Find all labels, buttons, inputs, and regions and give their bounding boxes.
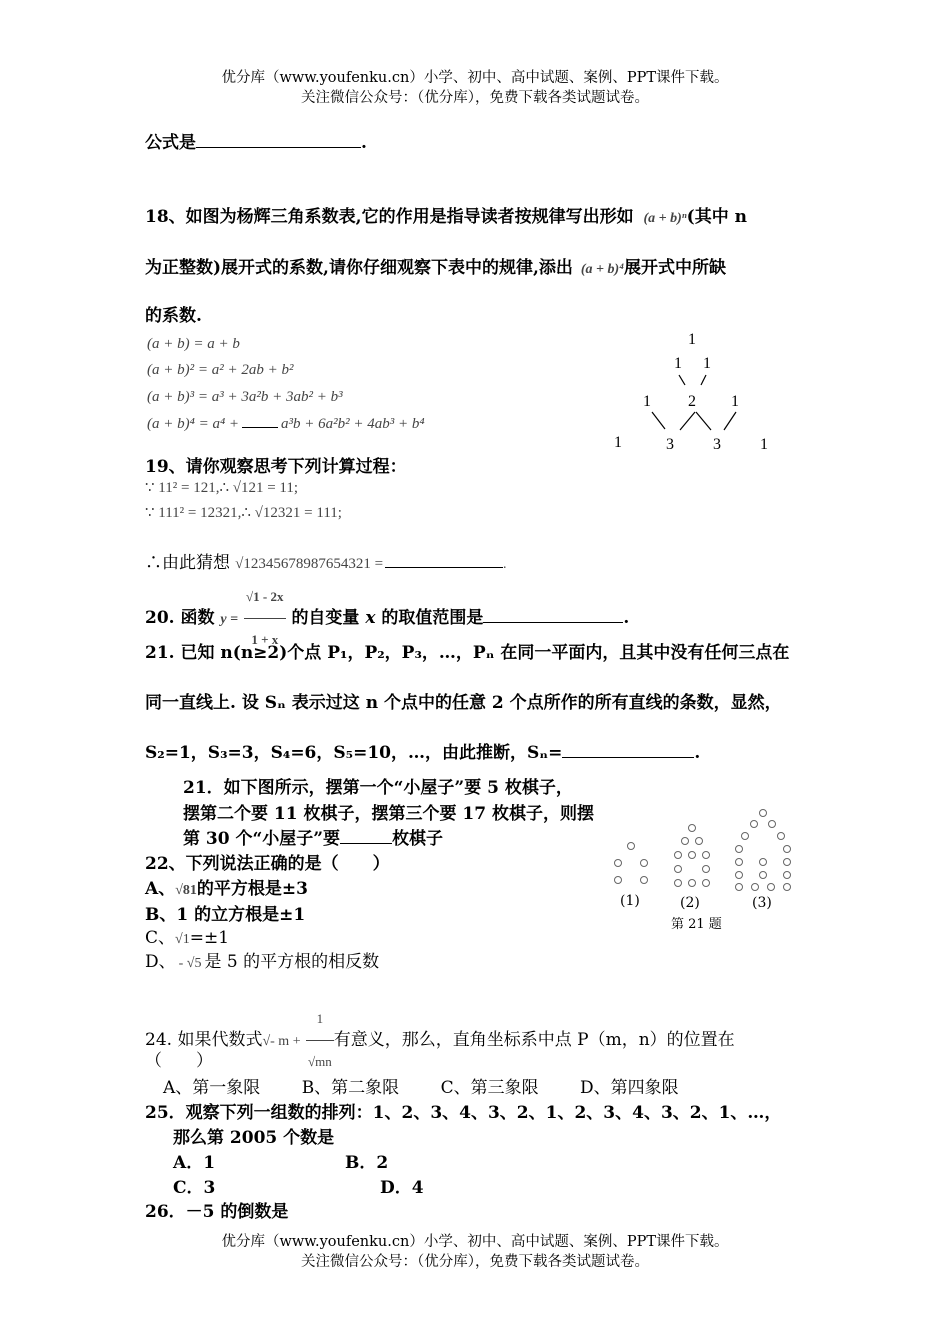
- q20-denominator: 1 + x: [251, 632, 279, 647]
- q25-option-b[interactable]: B．2: [345, 1153, 389, 1173]
- q19-blank: [385, 566, 503, 568]
- q25-option-d[interactable]: D．4: [380, 1178, 424, 1198]
- q22-c-math: √1: [175, 932, 190, 947]
- q25-line-2: 那么第 2005 个数是: [173, 1128, 335, 1148]
- q18-line-1: [145, 202, 747, 227]
- tri-r2-1: 1: [703, 355, 711, 372]
- q20-numerator: √1 - 2x: [244, 576, 285, 619]
- q22-option-d: [145, 947, 379, 972]
- q20-label: 20. 函数: [145, 608, 215, 628]
- q18-text-1b: (其中 n: [686, 207, 747, 227]
- house-3-dot: [767, 883, 775, 891]
- house-2-dot: [688, 879, 696, 887]
- q21b-text-b: 枚棋子: [392, 829, 444, 849]
- tri-r2-0: 1: [674, 355, 682, 372]
- house-1-dot: [640, 876, 648, 884]
- tri-r4-1: 3: [666, 436, 674, 453]
- house-2-dot: [674, 851, 682, 859]
- footer-line-1: 优分库（www.youfenku.cn）小学、初中、高中试题、案例、PPT课件下载。: [221, 1234, 729, 1250]
- q17-end: .: [361, 133, 367, 153]
- q18-eq-3: (a + b)³ = a³ + 3a²b + 3ab² + b³: [147, 389, 343, 405]
- q22-d-text: 是 5 的平方根的相反数: [204, 952, 380, 972]
- q25-option-c[interactable]: C．3: [173, 1178, 216, 1198]
- q18-eq-4: [147, 416, 425, 433]
- q21a-line-2: 同一直线上. 设 Sₙ 表示过这 n 个点中的任意 2 个点所作的所有直线的条数，显然，: [145, 693, 782, 713]
- house-3-dot: [783, 871, 791, 879]
- house-label-1: (1): [620, 893, 640, 909]
- q19-guess-label: ∴由此猜想: [145, 553, 230, 573]
- q18-text-1a: 18、如图为杨辉三角系数表,它的作用是指导读者按规律写出形如: [145, 207, 634, 227]
- q17-label: 公式是: [145, 133, 196, 153]
- tri-r3-2: 1: [731, 393, 739, 410]
- house-2-dot: [688, 851, 696, 859]
- house-3-dot: [783, 883, 791, 891]
- q18-eq-4a: (a + b)⁴ = a⁴ +: [147, 416, 240, 432]
- q20-blank: [483, 621, 623, 623]
- house-caption: 第 21 题: [671, 917, 722, 932]
- q22-option-a: [145, 874, 308, 899]
- house-1-dot: [614, 859, 622, 867]
- tri-r4-2: 3: [713, 436, 721, 453]
- q19-line-1: ∵ 11² = 121,∴ √121 = 11;: [145, 480, 299, 496]
- q18-eq-4b: a³b + 6a²b² + 4ab³ + b⁴: [281, 416, 425, 432]
- tri-r3-0: 1: [643, 393, 651, 410]
- q22-d-math: - √5: [178, 956, 202, 971]
- q19-guess-expr: √12345678987654321 =: [235, 556, 384, 572]
- tri-r4-3: 1: [760, 436, 768, 453]
- house-3-dot: [783, 845, 791, 853]
- house-1-dot: [614, 876, 622, 884]
- house-3-dot: [750, 820, 758, 828]
- tri-r1-0: 1: [688, 331, 696, 348]
- house-3-dot: [783, 858, 791, 866]
- q21a-line-3: [145, 738, 700, 763]
- q24-option-b[interactable]: B、第二象限: [301, 1078, 400, 1098]
- house-label-3: (3): [752, 895, 772, 911]
- q24-option-d[interactable]: D、第四象限: [580, 1078, 679, 1098]
- q24-label: 24. 如果代数式: [145, 1030, 263, 1050]
- house-3-dot: [735, 871, 743, 879]
- q21a-end: .: [694, 743, 701, 763]
- house-2-dot: [702, 865, 710, 873]
- house-2-dot: [674, 879, 682, 887]
- house-2-dot: [702, 879, 710, 887]
- q24-denominator: √mn: [308, 1054, 332, 1069]
- q20-text-b: 的自变量: [291, 608, 360, 628]
- q18-line-3: 的系数.: [145, 306, 202, 326]
- q18-eq-2: (a + b)² = a² + 2ab + b²: [147, 362, 294, 378]
- q22-a-text: 的平方根是±3: [196, 879, 308, 899]
- q21a-text: S₂=1，S₃=3，S₄=6，S₅=10，…，由此推断，Sₙ=: [145, 743, 563, 763]
- q17-tail: [145, 128, 367, 153]
- q21b-text-a: 第 30 个“小屋子”要: [183, 829, 341, 849]
- tri-r3-1: 2: [688, 393, 696, 410]
- q20-y: y =: [220, 612, 239, 627]
- q21a-line-1: 21. 已知 n(n≥2)个点 P₁，P₂，P₃，…，Pₙ 在同一平面内，且其中没有任何三点在: [145, 643, 790, 663]
- q22-option-b: B、1 的立方根是±1: [145, 905, 306, 925]
- house-3-dot: [759, 809, 767, 817]
- q24-text: 有意义，那么，直角坐标系中点 P（m，n）的位置在: [333, 1030, 735, 1050]
- q22-c-text: =±1: [189, 928, 230, 948]
- q18-expr-2: (a + b)⁴: [580, 262, 624, 277]
- q18-eq-1: (a + b) = a + b: [147, 336, 240, 352]
- house-3-dot: [741, 832, 749, 840]
- q24-numerator: 1: [306, 998, 334, 1041]
- q19-guess-end: .: [503, 557, 507, 572]
- house-2-dot: [688, 824, 696, 832]
- q19-title: 19、请你观察思考下列计算过程：: [145, 457, 407, 477]
- q26-line: 26．－5 的倒数是: [145, 1202, 289, 1222]
- q24-option-a[interactable]: A、第一象限: [163, 1078, 261, 1098]
- q24-options: [163, 1073, 679, 1098]
- q21b-blank: [340, 842, 392, 844]
- house-3-dot: [768, 820, 776, 828]
- triangle-lines: [600, 330, 800, 460]
- q21a-blank: [562, 756, 694, 758]
- q25-option-a[interactable]: A．1: [173, 1153, 216, 1173]
- q19-line-2: ∵ 111² = 12321,∴ √12321 = 111;: [145, 505, 342, 521]
- q24-option-c[interactable]: C、第三象限: [440, 1078, 539, 1098]
- q25-line-1: 25．观察下列一组数的排列：1、2、3、4、3、2、1、2、3、4、3、2、1、…，: [145, 1103, 782, 1123]
- house-2-dot: [681, 837, 689, 845]
- q24-math-1: √- m +: [262, 1034, 301, 1049]
- house-2-dot: [702, 851, 710, 859]
- footer-line-2: 关注微信公众号：（优分库），免费下载各类试题试卷。: [301, 1254, 649, 1270]
- q22-a-math: √81: [175, 883, 197, 898]
- house-3-dot: [759, 871, 767, 879]
- q22-title: 22、下列说法正确的是（ ）: [145, 854, 390, 874]
- q21b-line-3: [183, 824, 443, 849]
- q21b-line-1: 21．如下图所示，摆第一个“小屋子”要 5 枚棋子，: [183, 778, 573, 798]
- q21b-line-2: 摆第二个要 11 枚棋子，摆第三个要 17 枚棋子，则摆: [183, 804, 594, 824]
- q17-blank: [196, 146, 361, 148]
- house-3-dot: [735, 883, 743, 891]
- q24-line-1: [145, 998, 735, 1083]
- q24-paren: （ ）: [145, 1051, 213, 1071]
- house-1-dot: [627, 842, 635, 850]
- q22-a-label: A、: [145, 879, 176, 899]
- q20-end: .: [623, 608, 630, 628]
- house-3-dot: [751, 883, 759, 891]
- house-3-dot: [735, 858, 743, 866]
- header-line-2: 关注微信公众号：（优分库），免费下载各类试题试卷。: [301, 90, 649, 106]
- q18-eq-4-blank: [242, 426, 278, 428]
- tri-r4-0: 1: [614, 434, 622, 451]
- q22-d-label: D、: [145, 952, 176, 972]
- q18-text-2a: 为正整数)展开式的系数,请你仔细观察下表中的规律,添出: [145, 258, 573, 278]
- q20-text-c: 的取值范围是: [381, 608, 484, 628]
- house-3-dot: [735, 845, 743, 853]
- q18-expr-1: (a + b)ⁿ: [643, 211, 687, 226]
- q18-line-2: [145, 253, 726, 278]
- q18-text-2b: 展开式中所缺: [623, 258, 726, 278]
- house-2-dot: [674, 865, 682, 873]
- house-2-dot: [695, 837, 703, 845]
- q24-fraction: [306, 998, 334, 1083]
- house-1-dot: [640, 859, 648, 867]
- q22-option-c: [145, 923, 229, 948]
- q20-x: x: [365, 608, 376, 628]
- q19-guess: [145, 548, 507, 573]
- house-3-dot: [759, 858, 767, 866]
- house-3-dot: [777, 832, 785, 840]
- header-line-1: 优分库（www.youfenku.cn）小学、初中、高中试题、案例、PPT课件下载。: [221, 70, 729, 86]
- q22-c-label: C、: [145, 928, 176, 948]
- house-label-2: (2): [680, 895, 700, 911]
